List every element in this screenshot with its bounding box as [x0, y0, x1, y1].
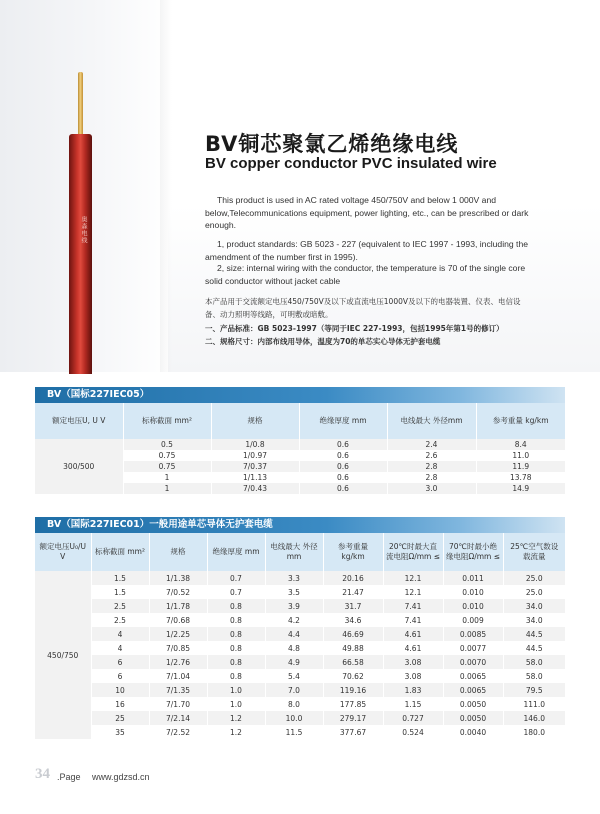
table-cell: 0.011 [443, 571, 503, 585]
cn-item-size: 二、规格尺寸：内部布线用导体，温度为70的单芯实心导体无护套电缆 [205, 337, 441, 346]
bv-iec-spec-table [35, 533, 565, 739]
title-chinese: BV铜芯聚氯乙烯绝缘电线 [205, 132, 459, 156]
header-insulation-thickness: 绝缘厚度 mm [207, 533, 265, 571]
table-cell: 1/2.76 [149, 655, 207, 669]
table-cell: 7.41 [383, 613, 443, 627]
header-max-outer-diameter: 电线最大 外径mm [387, 403, 476, 439]
wire-print-text: 奥森电线 [80, 216, 87, 244]
table-cell: 13.78 [476, 472, 565, 483]
header-rated-voltage: 额定电压U, U V [35, 403, 123, 439]
table-row [35, 641, 565, 655]
table-cell: 0.8 [207, 641, 265, 655]
table-cell: 3.08 [383, 669, 443, 683]
table-cell: 58.0 [503, 655, 565, 669]
table-cell: 180.0 [503, 725, 565, 739]
table1-section-title: BV（国标227IEC05） [35, 387, 565, 403]
table-cell: 35 [91, 725, 149, 739]
table-row [35, 439, 565, 450]
table-cell: 2.8 [387, 461, 476, 472]
table-cell: 279.17 [323, 711, 383, 725]
table-cell: 8.4 [476, 439, 565, 450]
table-cell: 1/1.13 [211, 472, 299, 483]
table-cell: 34.0 [503, 599, 565, 613]
table-cell: 1.2 [207, 725, 265, 739]
table-cell: 5.4 [265, 669, 323, 683]
table-cell: 7/0.68 [149, 613, 207, 627]
table-cell: 44.5 [503, 627, 565, 641]
header-nominal-section: 标称截面 mm² [123, 403, 211, 439]
table-cell: 66.58 [323, 655, 383, 669]
header-reference-weight: 参考重量 kg/km [476, 403, 565, 439]
table-cell: 10 [91, 683, 149, 697]
table-cell: 8.0 [265, 697, 323, 711]
table-cell: 0.524 [383, 725, 443, 739]
table-cell: 1.5 [91, 571, 149, 585]
table-cell: 1.2 [207, 711, 265, 725]
table-cell: 1.15 [383, 697, 443, 711]
table-cell: 1.83 [383, 683, 443, 697]
header-reference-weight: 参考重量 kg/km [323, 533, 383, 571]
table-cell: 0.8 [207, 669, 265, 683]
table-row [35, 669, 565, 683]
table-cell: 34.6 [323, 613, 383, 627]
table-cell: 12.1 [383, 571, 443, 585]
cn-paragraph-intro: 本产品用于交流额定电压450/750V及以下或直流电压1000V及以下的电器装置、仪表、电信设备、动力照明等线路，可明敷或暗敷。 [205, 297, 521, 319]
table-cell: 3.3 [265, 571, 323, 585]
rated-voltage-cell: 450/750 [35, 571, 91, 739]
table-cell: 0.6 [299, 450, 387, 461]
table-cell: 10.0 [265, 711, 323, 725]
table-cell: 7/0.37 [211, 461, 299, 472]
table-cell: 0.6 [299, 472, 387, 483]
website-url[interactable]: www.gdzsd.cn [92, 772, 150, 782]
table-cell: 0.0065 [443, 669, 503, 683]
table-row [35, 585, 565, 599]
table-cell: 0.75 [123, 461, 211, 472]
header-specification: 规格 [149, 533, 207, 571]
table-cell: 4.61 [383, 627, 443, 641]
table-cell: 1.0 [207, 697, 265, 711]
table-cell: 4 [91, 627, 149, 641]
table-cell: 34.0 [503, 613, 565, 627]
table-cell: 6 [91, 655, 149, 669]
table-cell: 0.0050 [443, 697, 503, 711]
table-cell: 3.08 [383, 655, 443, 669]
table-cell: 25 [91, 711, 149, 725]
table-cell: 111.0 [503, 697, 565, 711]
table-cell: 3.5 [265, 585, 323, 599]
table-cell: 79.5 [503, 683, 565, 697]
table-cell: 0.7 [207, 585, 265, 599]
table-cell: 0.75 [123, 450, 211, 461]
table-cell: 0.0077 [443, 641, 503, 655]
table-cell: 0.6 [299, 483, 387, 494]
table-cell: 0.0065 [443, 683, 503, 697]
table-cell: 1/1.38 [149, 571, 207, 585]
table-row [35, 725, 565, 739]
header-insulation-thickness: 绝缘厚度 mm [299, 403, 387, 439]
table-cell: 1/0.8 [211, 439, 299, 450]
table-cell: 4.61 [383, 641, 443, 655]
table-cell: 0.009 [443, 613, 503, 627]
table-cell: 1/0.97 [211, 450, 299, 461]
table-cell: 7/1.70 [149, 697, 207, 711]
table-cell: 46.69 [323, 627, 383, 641]
table-cell: 146.0 [503, 711, 565, 725]
table-cell: 6 [91, 669, 149, 683]
table2-header-row [35, 533, 565, 571]
table-cell: 0.0050 [443, 711, 503, 725]
table-row [35, 655, 565, 669]
table-cell: 0.8 [207, 655, 265, 669]
panel-shadow [160, 0, 172, 372]
table-cell: 11.9 [476, 461, 565, 472]
table-row [35, 683, 565, 697]
table-cell: 49.88 [323, 641, 383, 655]
table-cell: 3.9 [265, 599, 323, 613]
header-nominal-section: 标称截面 mm² [91, 533, 149, 571]
header-max-outer-diameter: 电线最大 外径mm [265, 533, 323, 571]
table-cell: 1.5 [91, 585, 149, 599]
table-cell: 1/1.78 [149, 599, 207, 613]
table-row [35, 571, 565, 585]
table-cell: 0.8 [207, 613, 265, 627]
table-cell: 4 [91, 641, 149, 655]
rated-voltage-cell: 300/500 [35, 439, 123, 494]
table-cell: 0.8 [207, 627, 265, 641]
page-label: .Page [57, 772, 81, 782]
cn-item-standard: 一、产品标准：GB 5023-1997（等同于IEC 227-1993，包括1995年第1号的修订） [205, 324, 504, 333]
table-cell: 0.727 [383, 711, 443, 725]
table-row [35, 627, 565, 641]
table-cell: 3.0 [387, 483, 476, 494]
table-cell: 119.16 [323, 683, 383, 697]
bv-gb-spec-table [35, 403, 565, 494]
table-cell: 7.0 [265, 683, 323, 697]
table-row [35, 697, 565, 711]
table-cell: 377.67 [323, 725, 383, 739]
header-max-dc-resistance: 20℃时最大直流电阻Ω/mm ≤ [383, 533, 443, 571]
table-cell: 0.6 [299, 461, 387, 472]
table-cell: 4.4 [265, 627, 323, 641]
table-cell: 2.4 [387, 439, 476, 450]
table-cell: 20.16 [323, 571, 383, 585]
table-cell: 1 [123, 472, 211, 483]
page-number: 34 [35, 766, 50, 782]
table-cell: 58.0 [503, 669, 565, 683]
table-cell: 0.010 [443, 585, 503, 599]
copper-conductor-image [78, 72, 83, 134]
table-row [35, 613, 565, 627]
table-cell: 7/0.52 [149, 585, 207, 599]
table-cell: 4.8 [265, 641, 323, 655]
table-cell: 0.6 [299, 439, 387, 450]
table-cell: 0.0085 [443, 627, 503, 641]
table1-header-row [35, 403, 565, 439]
table-cell: 0.0040 [443, 725, 503, 739]
header-rated-voltage: 额定电压U₀/U V [35, 533, 91, 571]
table-cell: 7.41 [383, 599, 443, 613]
table-cell: 7/2.52 [149, 725, 207, 739]
table-cell: 2.5 [91, 613, 149, 627]
table-cell: 177.85 [323, 697, 383, 711]
table-cell: 2.6 [387, 450, 476, 461]
table-cell: 2.8 [387, 472, 476, 483]
header-current-capacity: 25℃空气数设 载流量 [503, 533, 565, 571]
table-cell: 70.62 [323, 669, 383, 683]
table-cell: 0.7 [207, 571, 265, 585]
table-cell: 2.5 [91, 599, 149, 613]
table-cell: 11.5 [265, 725, 323, 739]
en-paragraph-usage: This product is used in AC rated voltage 450/750V and below 1 000V and below,Telecommunications equipment, power lighting, etc., can be prescribed or dark enough. [205, 195, 529, 230]
table-cell: 0.0070 [443, 655, 503, 669]
table-cell: 7/1.04 [149, 669, 207, 683]
en-paragraph-standards: 1, product standards: GB 5023 - 227 (equivalent to IEC 1997 - 1993, including the amendment of the number first in 1995). [205, 239, 529, 262]
table-cell: 0.5 [123, 439, 211, 450]
table-cell: 44.5 [503, 641, 565, 655]
table-cell: 25.0 [503, 585, 565, 599]
table-cell: 7/0.43 [211, 483, 299, 494]
table-cell: 11.0 [476, 450, 565, 461]
table2-section-title: BV（国际227IEC01）一般用途单芯导体无护套电缆 [35, 517, 565, 533]
header-specification: 规格 [211, 403, 299, 439]
table-cell: 1/2.25 [149, 627, 207, 641]
title-english: BV copper conductor PVC insulated wire [205, 155, 497, 172]
table-cell: 21.47 [323, 585, 383, 599]
header-min-insulation-resistance: 70℃时最小绝缘电阻Ω/mm ≤ [443, 533, 503, 571]
table-cell: 16 [91, 697, 149, 711]
table-cell: 1 [123, 483, 211, 494]
table-cell: 4.9 [265, 655, 323, 669]
table-cell: 7/2.14 [149, 711, 207, 725]
table-cell: 1.0 [207, 683, 265, 697]
table-cell: 25.0 [503, 571, 565, 585]
en-paragraph-size: 2, size: internal wiring with the conductor, the temperature is 70 of the single core solid conductor without jacket cable [205, 263, 526, 286]
table-cell: 7/1.35 [149, 683, 207, 697]
table-cell: 14.9 [476, 483, 565, 494]
table-cell: 31.7 [323, 599, 383, 613]
table-cell: 7/0.85 [149, 641, 207, 655]
table-cell: 4.2 [265, 613, 323, 627]
table-cell: 0.010 [443, 599, 503, 613]
table-cell: 0.8 [207, 599, 265, 613]
table-row [35, 599, 565, 613]
table-cell: 12.1 [383, 585, 443, 599]
table-row [35, 711, 565, 725]
